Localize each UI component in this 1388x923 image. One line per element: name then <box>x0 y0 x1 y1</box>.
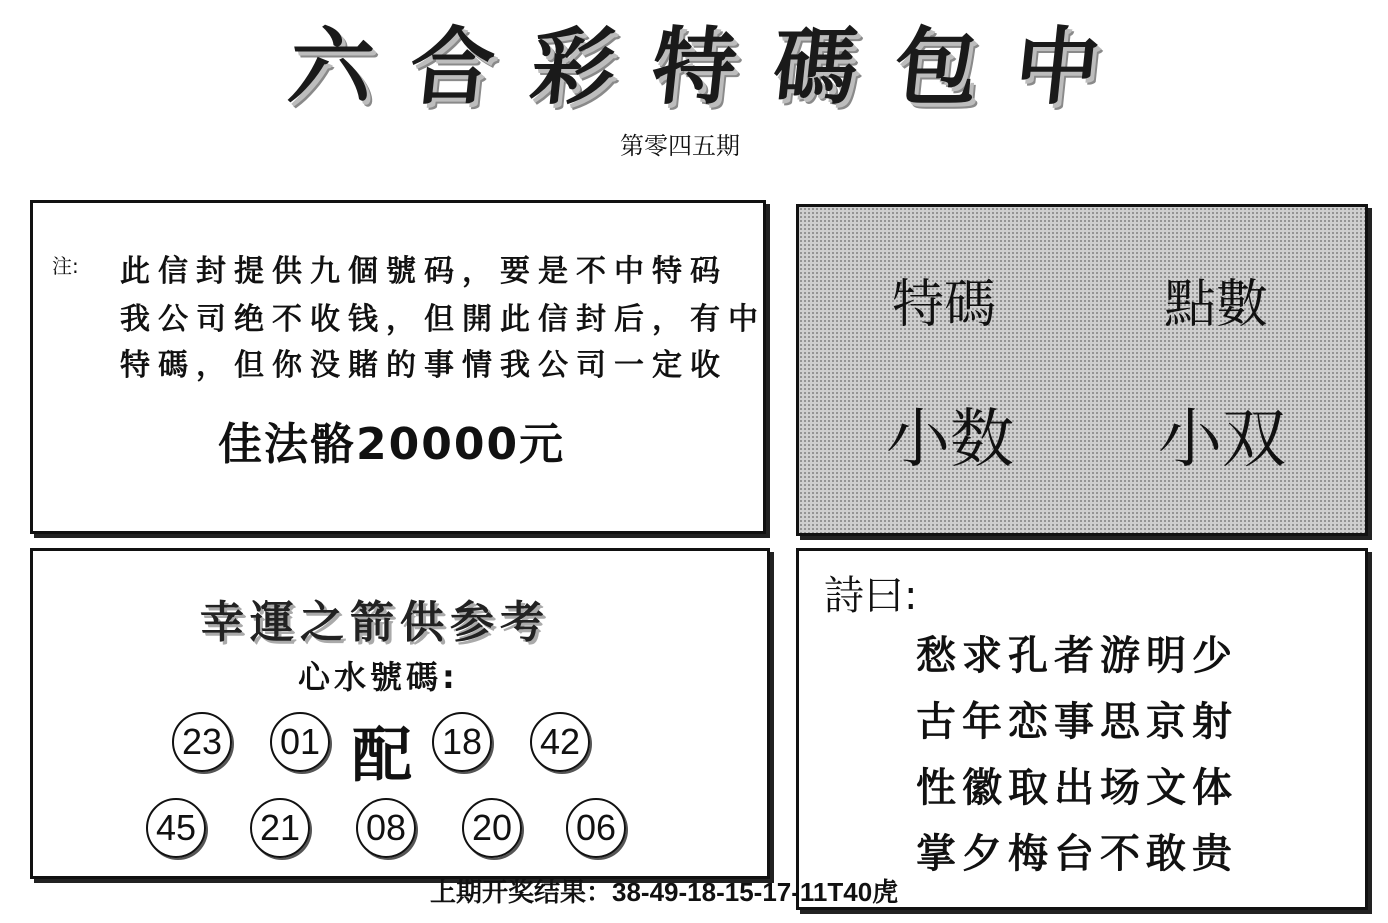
note-line-1: 此信封提供九個號码，要是不中特码 <box>120 254 728 289</box>
poem-line-2: 古年恋事思京射 <box>916 699 1238 745</box>
tema-label: 特碼 <box>892 275 997 335</box>
pei-character: 配 <box>352 721 412 791</box>
poem-heading: 詩曰: <box>824 573 918 619</box>
points-value: 小双 <box>1158 403 1286 477</box>
points-label: 點數 <box>1164 275 1269 335</box>
title-char-2: 合 <box>405 16 500 116</box>
note-line-3: 特碼，但你没賭的事情我公司一定收 <box>120 348 728 383</box>
title-char-3: 彩 <box>526 16 621 116</box>
tema-panel <box>796 204 1368 536</box>
poem-line-3: 性徽取出场文体 <box>916 765 1238 811</box>
tema-value: 小数 <box>886 403 1014 477</box>
prize-amount: 佳法骼20000元 <box>218 419 566 470</box>
poem-line-1: 愁求孔者游明少 <box>916 633 1238 679</box>
lucky-subtitle: 心水號碼: <box>298 658 459 696</box>
title-char-6: 包 <box>889 16 984 116</box>
title-char-7: 中 <box>1010 16 1105 116</box>
poem-line-4: 掌夕梅台不敢贵 <box>916 831 1238 877</box>
last-draw-result: 上期开奖结果：38-49-18-15-17-11T40虎 <box>430 877 899 907</box>
number-ball: 23 <box>172 712 232 772</box>
number-ball: 42 <box>530 712 590 772</box>
number-ball: 45 <box>146 798 206 858</box>
number-ball: 01 <box>270 712 330 772</box>
number-ball: 18 <box>432 712 492 772</box>
number-ball: 20 <box>462 798 522 858</box>
note-label: 注: <box>52 254 79 278</box>
page-title <box>284 10 1105 116</box>
lucky-title: 幸運之箭供参考 <box>200 597 550 648</box>
number-ball: 21 <box>250 798 310 858</box>
note-line-2: 我公司绝不收钱，但開此信封后，有中 <box>120 302 766 337</box>
number-ball: 08 <box>356 798 416 858</box>
issue-number: 第零四五期 <box>620 132 740 160</box>
title-char-4: 特 <box>647 16 742 116</box>
title-char-1: 六 <box>284 16 379 116</box>
number-ball: 06 <box>566 798 626 858</box>
title-char-5: 碼 <box>768 16 863 116</box>
